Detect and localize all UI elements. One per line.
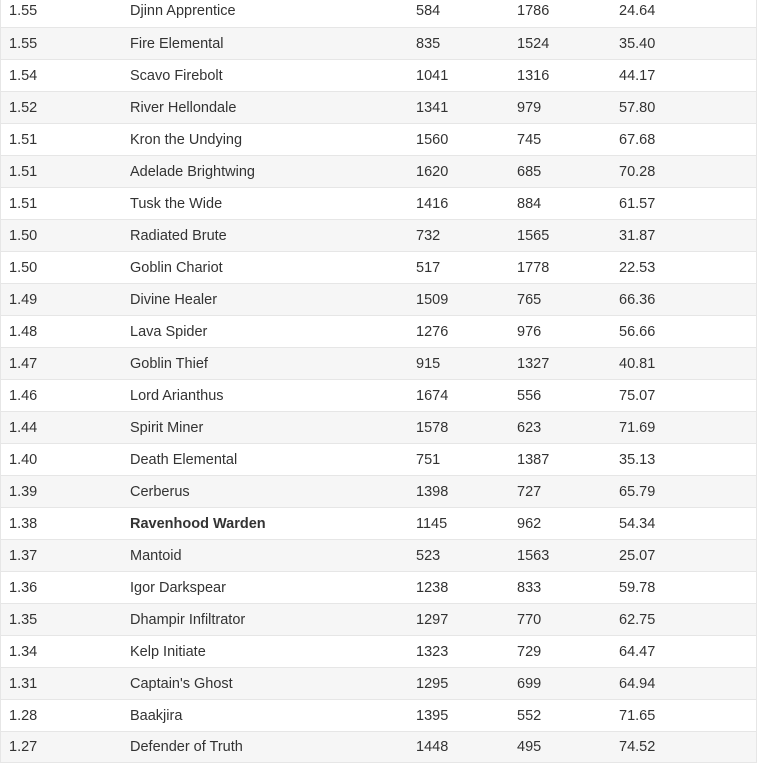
winrate-cell: 22.53 bbox=[619, 259, 656, 276]
winrate-cell: 62.75 bbox=[619, 611, 656, 628]
wins-cell: 1674 bbox=[416, 387, 449, 404]
losses-cell: 979 bbox=[517, 99, 542, 116]
table-row bbox=[0, 667, 757, 699]
wins-cell: 1041 bbox=[416, 67, 449, 84]
name-cell: Dhampir Infiltrator bbox=[130, 611, 246, 628]
losses-cell: 884 bbox=[517, 195, 542, 212]
losses-cell: 699 bbox=[517, 675, 542, 692]
wins-cell: 1509 bbox=[416, 291, 449, 308]
name-cell: Cerberus bbox=[130, 483, 190, 500]
table-row bbox=[0, 539, 757, 571]
ratio-cell: 1.37 bbox=[9, 547, 38, 564]
winrate-cell: 71.69 bbox=[619, 419, 656, 436]
ratio-cell: 1.50 bbox=[9, 227, 38, 244]
winrate-cell: 74.52 bbox=[619, 739, 656, 755]
ratio-cell: 1.50 bbox=[9, 259, 38, 276]
wins-cell: 1297 bbox=[416, 611, 449, 628]
wins-cell: 1416 bbox=[416, 195, 449, 212]
name-cell: Scavo Firebolt bbox=[130, 67, 223, 84]
table-row bbox=[0, 0, 757, 27]
name-cell: Lava Spider bbox=[130, 323, 208, 340]
losses-cell: 729 bbox=[517, 643, 542, 660]
winrate-cell: 66.36 bbox=[619, 291, 656, 308]
losses-cell: 1387 bbox=[517, 451, 550, 468]
name-cell: Death Elemental bbox=[130, 451, 238, 468]
winrate-cell: 35.40 bbox=[619, 35, 656, 52]
ratio-cell: 1.46 bbox=[9, 387, 38, 404]
table-row bbox=[0, 699, 757, 731]
wins-cell: 1238 bbox=[416, 579, 449, 596]
table-row bbox=[0, 251, 757, 283]
wins-cell: 1620 bbox=[416, 163, 449, 180]
winrate-cell: 25.07 bbox=[619, 547, 656, 564]
winrate-cell: 67.68 bbox=[619, 131, 656, 148]
losses-cell: 685 bbox=[517, 163, 542, 180]
winrate-cell: 24.64 bbox=[619, 3, 656, 19]
losses-cell: 727 bbox=[517, 483, 542, 500]
wins-cell: 517 bbox=[416, 259, 441, 276]
winrate-cell: 54.34 bbox=[619, 515, 656, 532]
name-cell: Djinn Apprentice bbox=[130, 3, 236, 19]
table-row bbox=[0, 635, 757, 667]
table-row bbox=[0, 59, 757, 91]
ratio-cell: 1.28 bbox=[9, 707, 38, 724]
ratio-cell: 1.27 bbox=[9, 739, 38, 755]
name-cell: Goblin Chariot bbox=[130, 259, 223, 276]
winrate-cell: 57.80 bbox=[619, 99, 656, 116]
wins-cell: 1276 bbox=[416, 323, 449, 340]
ratio-cell: 1.34 bbox=[9, 643, 38, 660]
winrate-cell: 70.28 bbox=[619, 163, 656, 180]
wins-cell: 1395 bbox=[416, 707, 449, 724]
name-cell: Defender of Truth bbox=[130, 739, 243, 755]
wins-cell: 1448 bbox=[416, 739, 449, 755]
losses-cell: 1778 bbox=[517, 259, 550, 276]
losses-cell: 833 bbox=[517, 579, 542, 596]
table-row bbox=[0, 123, 757, 155]
table-row bbox=[0, 443, 757, 475]
table-row bbox=[0, 603, 757, 635]
ratio-cell: 1.51 bbox=[9, 163, 38, 180]
table-row bbox=[0, 155, 757, 187]
winrate-cell: 44.17 bbox=[619, 67, 656, 84]
name-cell: Kelp Initiate bbox=[130, 643, 206, 660]
losses-cell: 1316 bbox=[517, 67, 550, 84]
ratio-cell: 1.36 bbox=[9, 579, 38, 596]
name-cell: River Hellondale bbox=[130, 99, 237, 116]
name-cell: Kron the Undying bbox=[130, 131, 243, 148]
wins-cell: 1560 bbox=[416, 131, 449, 148]
ratio-cell: 1.47 bbox=[9, 355, 38, 372]
losses-cell: 1327 bbox=[517, 355, 550, 372]
wins-cell: 1398 bbox=[416, 483, 449, 500]
name-cell: Fire Elemental bbox=[130, 35, 224, 52]
losses-cell: 556 bbox=[517, 387, 542, 404]
ratio-cell: 1.49 bbox=[9, 291, 38, 308]
ratio-cell: 1.48 bbox=[9, 323, 38, 340]
wins-cell: 1145 bbox=[416, 515, 448, 532]
table-row bbox=[0, 411, 757, 443]
name-cell: Captain's Ghost bbox=[130, 675, 233, 692]
name-cell: Ravenhood Warden bbox=[130, 515, 266, 532]
table-row bbox=[0, 571, 757, 603]
table-row bbox=[0, 507, 757, 539]
wins-cell: 1323 bbox=[416, 643, 449, 660]
table-row bbox=[0, 219, 757, 251]
losses-cell: 976 bbox=[517, 323, 542, 340]
wins-cell: 584 bbox=[416, 3, 441, 19]
losses-cell: 1524 bbox=[517, 35, 550, 52]
losses-cell: 1786 bbox=[517, 3, 550, 19]
table-row bbox=[0, 731, 757, 763]
wins-cell: 1341 bbox=[416, 99, 449, 116]
name-cell: Divine Healer bbox=[130, 291, 218, 308]
losses-cell: 495 bbox=[517, 739, 542, 755]
ratio-cell: 1.55 bbox=[9, 35, 38, 52]
name-cell: Tusk the Wide bbox=[130, 195, 223, 212]
winrate-cell: 64.94 bbox=[619, 675, 656, 692]
wins-cell: 523 bbox=[416, 547, 441, 564]
ratio-cell: 1.44 bbox=[9, 419, 38, 436]
winrate-cell: 75.07 bbox=[619, 387, 656, 404]
ratio-cell: 1.55 bbox=[9, 3, 38, 19]
losses-cell: 765 bbox=[517, 291, 542, 308]
name-cell: Mantoid bbox=[130, 547, 182, 564]
wins-cell: 835 bbox=[416, 35, 441, 52]
wins-cell: 751 bbox=[416, 451, 441, 468]
name-cell: Spirit Miner bbox=[130, 419, 204, 436]
wins-cell: 1578 bbox=[416, 419, 449, 436]
name-cell: Baakjira bbox=[130, 707, 183, 724]
table-row bbox=[0, 475, 757, 507]
name-cell: Adelade Brightwing bbox=[130, 163, 255, 180]
winrate-cell: 56.66 bbox=[619, 323, 656, 340]
ratio-cell: 1.51 bbox=[9, 131, 38, 148]
losses-cell: 623 bbox=[517, 419, 542, 436]
table-row bbox=[0, 379, 757, 411]
winrate-cell: 64.47 bbox=[619, 643, 656, 660]
name-cell: Goblin Thief bbox=[130, 355, 208, 372]
winrate-cell: 59.78 bbox=[619, 579, 656, 596]
ratio-cell: 1.40 bbox=[9, 451, 38, 468]
losses-cell: 745 bbox=[517, 131, 542, 148]
winrate-cell: 31.87 bbox=[619, 227, 656, 244]
table-row bbox=[0, 27, 757, 59]
ratio-cell: 1.39 bbox=[9, 483, 38, 500]
ratio-cell: 1.31 bbox=[9, 675, 38, 692]
winrate-cell: 71.65 bbox=[619, 707, 656, 724]
name-cell: Radiated Brute bbox=[130, 227, 227, 244]
table-row bbox=[0, 283, 757, 315]
table-row bbox=[0, 315, 757, 347]
wins-cell: 732 bbox=[416, 227, 441, 244]
losses-cell: 770 bbox=[517, 611, 542, 628]
winrate-cell: 65.79 bbox=[619, 483, 656, 500]
name-cell: Igor Darkspear bbox=[130, 579, 226, 596]
wins-cell: 1295 bbox=[416, 675, 449, 692]
winrate-cell: 61.57 bbox=[619, 195, 656, 212]
winrate-cell: 35.13 bbox=[619, 451, 656, 468]
winrate-cell: 40.81 bbox=[619, 355, 656, 372]
table-row bbox=[0, 347, 757, 379]
ratio-cell: 1.35 bbox=[9, 611, 38, 628]
losses-cell: 1563 bbox=[517, 547, 550, 564]
ratio-cell: 1.38 bbox=[9, 515, 38, 532]
ratio-cell: 1.51 bbox=[9, 195, 38, 212]
table-row bbox=[0, 187, 757, 219]
wins-cell: 915 bbox=[416, 355, 441, 372]
name-cell: Lord Arianthus bbox=[130, 387, 224, 404]
table-row bbox=[0, 91, 757, 123]
losses-cell: 962 bbox=[517, 515, 542, 532]
losses-cell: 1565 bbox=[517, 227, 550, 244]
ratio-cell: 1.52 bbox=[9, 99, 38, 116]
losses-cell: 552 bbox=[517, 707, 542, 724]
ratio-cell: 1.54 bbox=[9, 67, 38, 84]
